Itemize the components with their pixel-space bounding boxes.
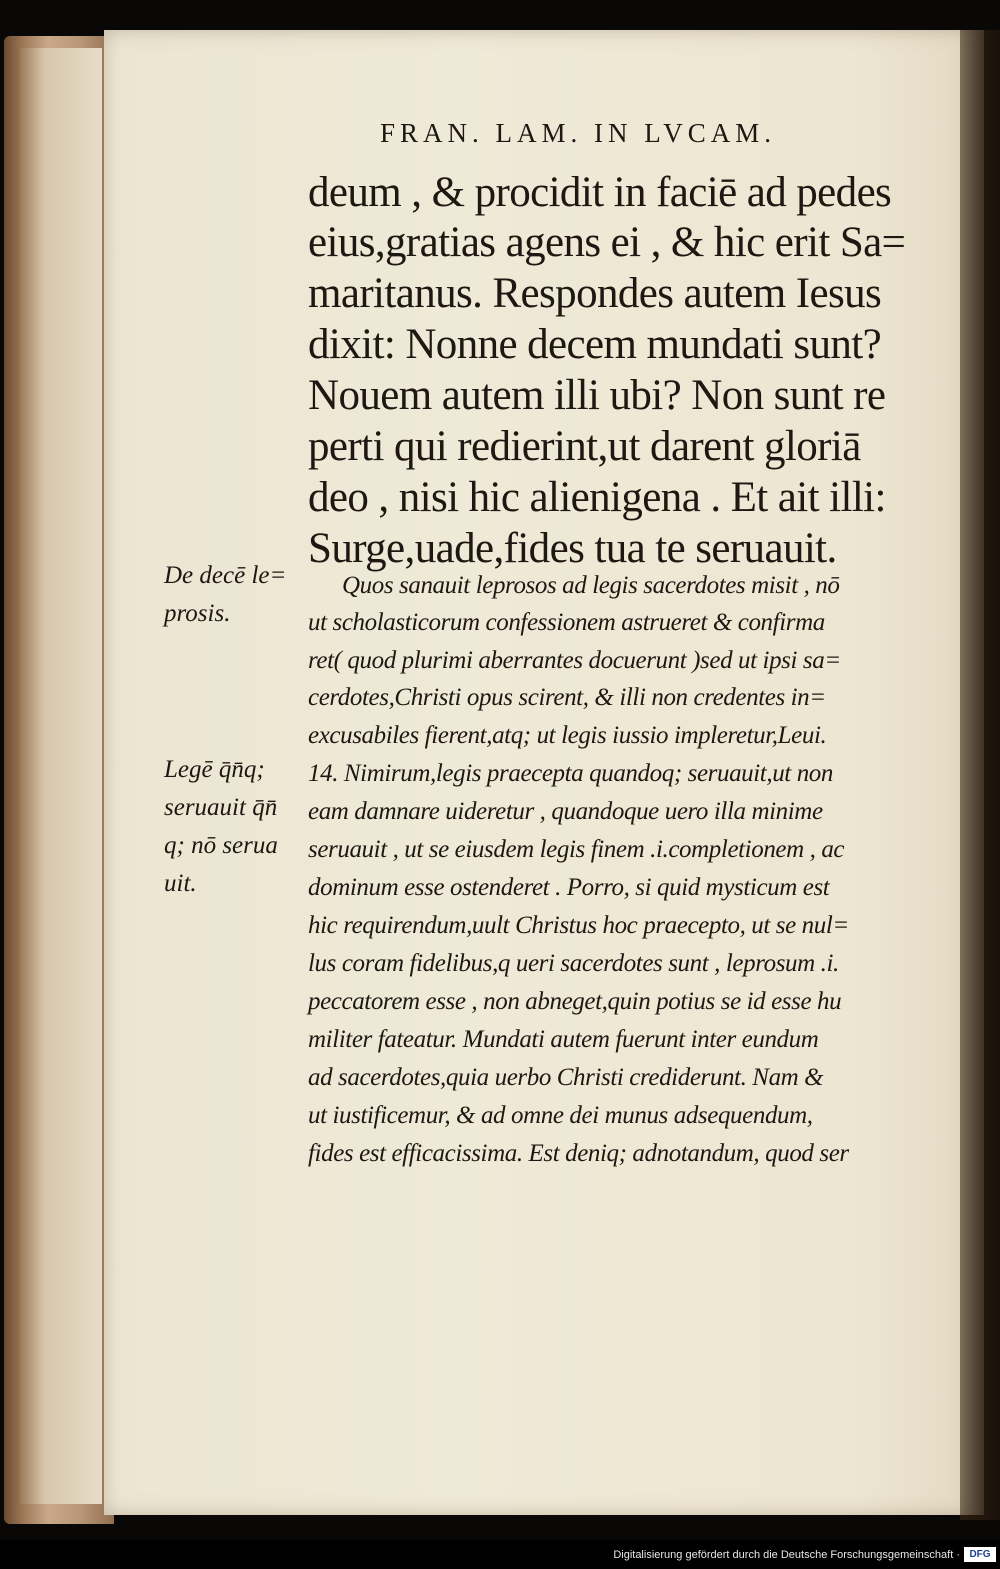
roman-line: maritanus. Respondes autem Iesus — [308, 270, 882, 317]
italic-line: peccatorem esse , non abneget,quin potius se id esse hu — [308, 988, 842, 1015]
margin-note: seruauit q̄n̄ — [164, 794, 278, 821]
roman-line: deum , & procidit in faciē ad pedes — [308, 169, 892, 216]
funding-note: Digitalisierung gefördert durch die Deutsche Forschungsgemeinschaft · — [613, 1549, 960, 1561]
italic-line: eam damnare uideretur , quandoque uero illa minime — [308, 798, 823, 825]
italic-line: dominum esse ostenderet . Porro, si quid mysticum est — [308, 874, 830, 901]
dfg-logo: DFG — [964, 1547, 996, 1562]
italic-line: ut scholasticorum confessionem astrueret & confirma — [308, 609, 825, 636]
italic-line: fides est efficacissima. Est deniq; adnotandum, quod ser — [308, 1140, 849, 1167]
margin-note: q; nō serua — [164, 832, 278, 859]
roman-line: eius,gratias agens ei , & hic erit Sa= — [308, 219, 906, 266]
italic-line: cerdotes,Christi opus scirent, & illi non credentes in= — [308, 684, 826, 711]
margin-note: De decē le= — [164, 562, 287, 589]
italic-line: Quos sanauit leprosos ad legis sacerdotes misit , nō — [342, 572, 840, 599]
running-head: FRAN. LAM. IN LVCAM. — [380, 118, 777, 148]
italic-line: lus coram fidelibus,q ueri sacerdotes sunt , leprosum .i. — [308, 950, 839, 977]
roman-line: perti qui redierint,ut darent gloriā — [308, 423, 861, 470]
italic-line: ret( quod plurimi aberrantes docuerunt )sed ut ipsi sa= — [308, 647, 841, 674]
italic-line: ad sacerdotes,quia uerbo Christi crediderunt. Nam & — [308, 1064, 824, 1091]
italic-line: seruauit , ut se eiusdem legis finem .i.completionem , ac — [308, 836, 845, 863]
margin-note: Legē q̄n̄q; — [164, 756, 265, 783]
book-leaf-stack — [20, 48, 102, 1504]
italic-line: excusabiles fierent,atq; ut legis iussio impleretur,Leui. — [308, 722, 827, 749]
margin-note: prosis. — [164, 600, 231, 627]
italic-line: militer fateatur. Mundati autem fuerunt inter eundum — [308, 1026, 819, 1053]
spine-shadow — [960, 30, 1000, 1520]
roman-line: Surge,uade,fides tua te seruauit. — [308, 525, 837, 572]
roman-line: Nouem autem illi ubi? Non sunt re — [308, 372, 886, 419]
italic-line: hic requirendum,uult Christus hoc praecepto, ut se nul= — [308, 912, 849, 939]
roman-line: deo , nisi hic alienigena . Et ait illi: — [308, 474, 886, 521]
margin-note: uit. — [164, 870, 197, 897]
italic-line: 14. Nimirum,legis praecepta quandoq; seruauit,ut non — [308, 760, 834, 787]
italic-line: ut iustificemur, & ad omne dei munus adsequendum, — [308, 1102, 813, 1129]
roman-line: dixit: Nonne decem mundati sunt? — [308, 321, 882, 368]
